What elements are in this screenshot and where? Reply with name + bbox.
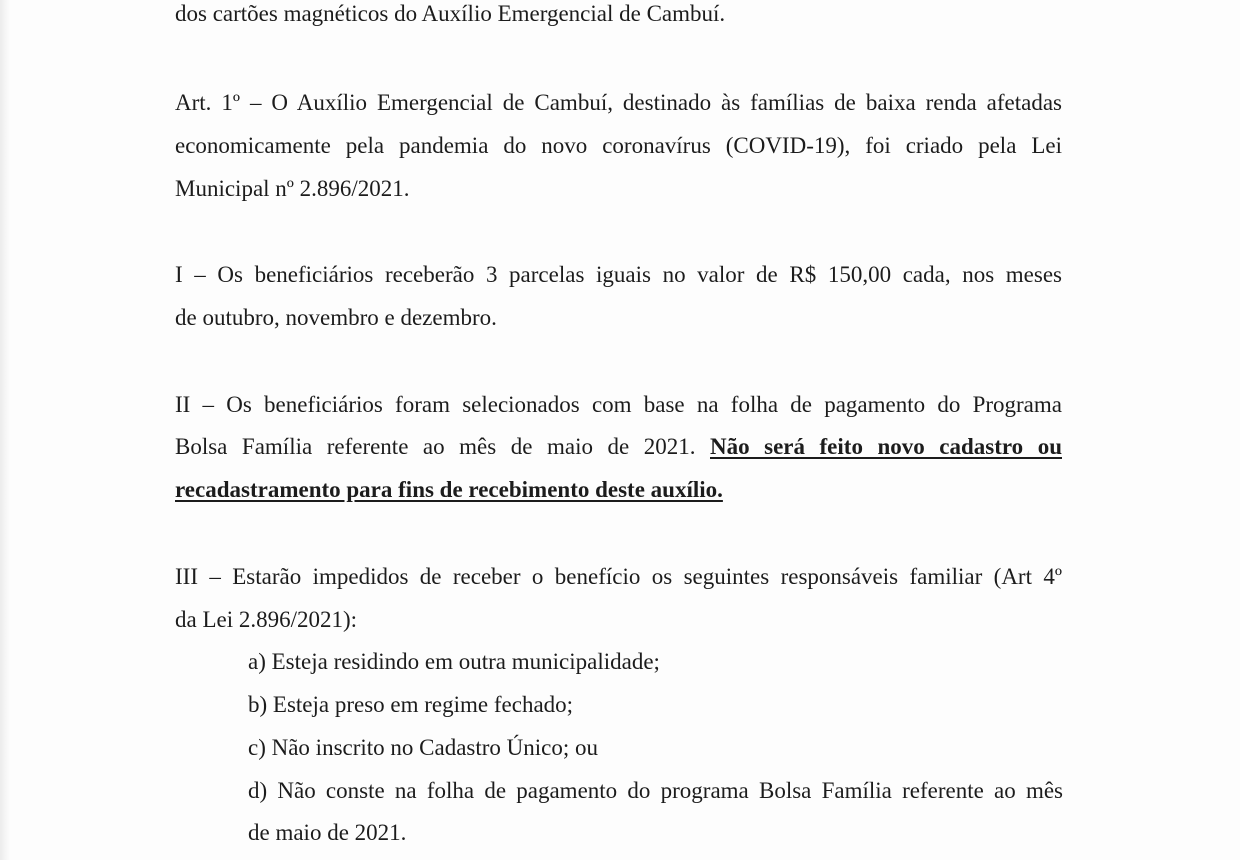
art1-line-2: economicamente pela pandemia do novo coronavírus (COVID-19), foi criado pela Lei [175, 133, 1062, 158]
item-i-line-2: de outubro, novembro e dezembro. [175, 305, 497, 330]
list-item-b: b) Esteja preso em regime fechado; [248, 692, 574, 717]
list-item-a: a) Esteja residindo em outra municipalidade; [248, 649, 660, 674]
item-ii-line-3 [175, 469, 1062, 511]
item-ii-line-1: II – Os beneficiários foram selecionados com base na folha de pagamento do Programa [175, 392, 1062, 417]
art1-line-1: Art. 1º – O Auxílio Emergencial de Cambuí, destinado às famílias de baixa renda afetadas [175, 90, 1062, 115]
list-item-c: c) Não inscrito no Cadastro Único; ou [248, 735, 599, 760]
item-ii-emphasis-2: recadastramento para fins de recebimento deste auxílio. [175, 477, 723, 502]
art1-line-3: Municipal nº 2.896/2021. [175, 176, 410, 201]
intro-line: dos cartões magnéticos do Auxílio Emergencial de Cambuí. [175, 1, 726, 26]
scan-edge-shadow [0, 0, 10, 860]
item-iii-line-1: III – Estarão impedidos de receber o benefício os seguintes responsáveis familiar (Art 4º [175, 564, 1062, 589]
list-item-d: d) Não conste na folha de pagamento do programa Bolsa Família referente ao mês [248, 778, 1063, 803]
item-ii-line-2-plain: Bolsa Família referente ao mês de maio de 2021. [175, 434, 710, 459]
list-item-d-continuation: de maio de 2021. [248, 820, 407, 845]
item-iii-line-2: da Lei 2.896/2021): [175, 607, 358, 632]
item-ii-emphasis-1: Não será feito novo cadastro ou [710, 434, 1062, 459]
item-ii-line-2 [175, 426, 1062, 468]
item-i-line-1: I – Os beneficiários receberão 3 parcelas iguais no valor de R$ 150,00 cada, nos meses [175, 262, 1062, 287]
